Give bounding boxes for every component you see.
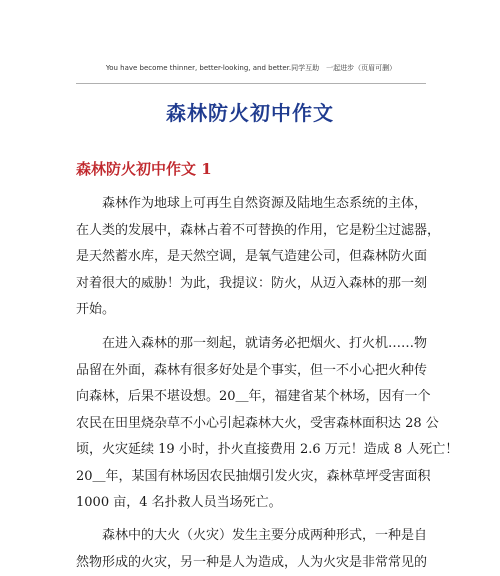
paragraph-line: 森林作为地球上可再生自然资源及陆地生态系统的主体， bbox=[76, 191, 428, 218]
paragraph-1 bbox=[76, 191, 428, 324]
page-header-text: You have become thinner, better-looking, and better.同学互助 一起进步（页眉可删） bbox=[76, 63, 426, 73]
paragraph-line: 向森林，后果不堪设想。20＿年，福建省某个林场，因有一个 bbox=[76, 384, 428, 411]
paragraph-line: 农民在田里烧杂草不小心引起森林大火，受害森林面积达 28 公 bbox=[76, 411, 428, 438]
paragraph-line: 对着很大的威胁！为此，我提议：防火，从迈入森林的那一刻 bbox=[76, 271, 428, 298]
paragraph-line: 在人类的发展中，森林占着不可替换的作用，它是粉尘过滤器， bbox=[76, 218, 428, 245]
paragraph-line: 然物形成的火灾，另一种是人为造成，人为火灾是非常常见的 bbox=[76, 550, 428, 576]
paragraph-line: 开始。 bbox=[76, 297, 428, 324]
header-divider bbox=[76, 83, 426, 84]
paragraph-3 bbox=[76, 523, 428, 576]
paragraph-2 bbox=[76, 331, 428, 517]
paragraph-line: 1000 亩，4 名扑救人员当场死亡。 bbox=[76, 490, 428, 517]
paragraph-line: 在进入森林的那一刻起，就请务必把烟火、打火机……物 bbox=[76, 331, 428, 358]
paragraph-line: 品留在外面，森林有很多好处是个事实，但一不小心把火种传 bbox=[76, 358, 428, 385]
paragraph-line: 20＿年，某国有林场因农民抽烟引发火灾，森林草坪受害面积 bbox=[76, 464, 428, 491]
paragraph-line: 是天然蓄水库，是天然空调，是氧气造建公司，但森林防火面 bbox=[76, 244, 428, 271]
document-title: 森林防火初中作文 bbox=[0, 97, 500, 126]
paragraph-line: 森林中的大火（火灾）发生主要分成两种形式，一种是自 bbox=[76, 523, 428, 550]
section-heading: 森林防火初中作文 1 bbox=[76, 158, 212, 179]
paragraph-line: 顷，火灾延续 19 小时，扑火直接费用 2.6 万元！造成 8 人死亡！ bbox=[76, 437, 428, 464]
